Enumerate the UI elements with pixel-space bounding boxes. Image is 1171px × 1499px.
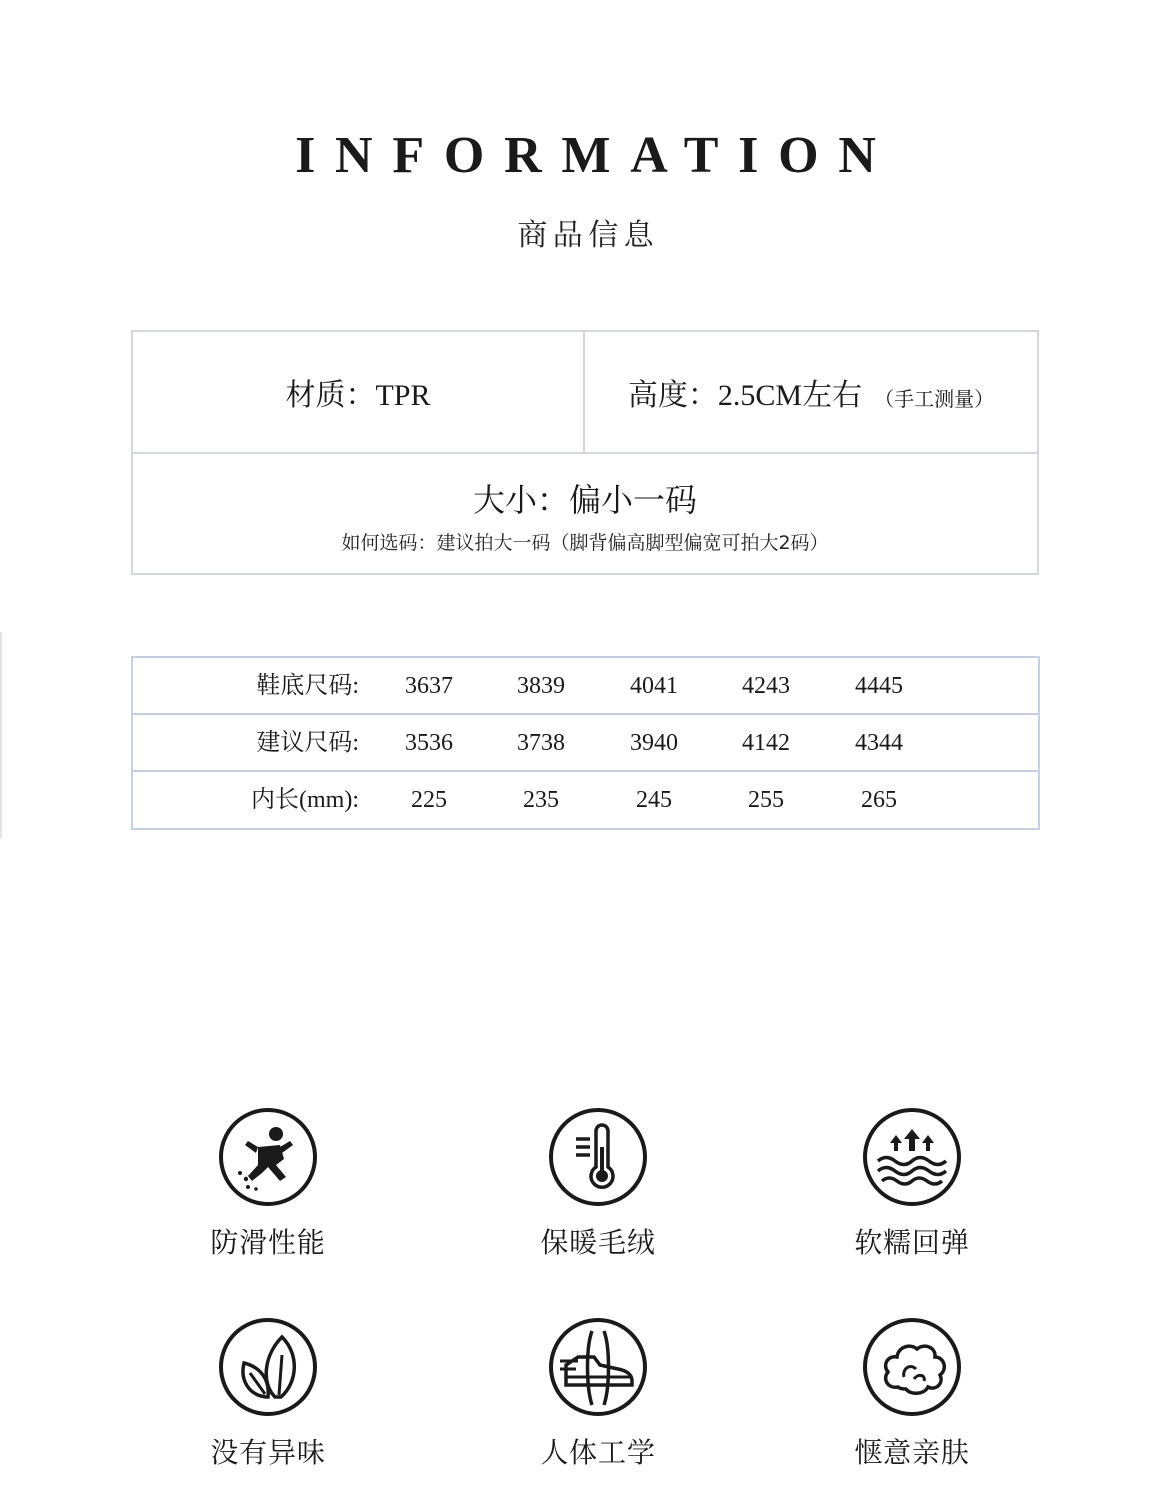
table-cell: 255 [748, 787, 784, 813]
ergonomic-shoe-icon [548, 1317, 648, 1417]
cloud-icon [862, 1317, 962, 1417]
feature-label: 保暖毛绒 [540, 1226, 656, 1259]
row-label: 内长(mm): [251, 787, 359, 813]
feature-label: 人体工学 [540, 1436, 656, 1469]
feature-label: 没有异味 [210, 1436, 326, 1469]
table-row [133, 658, 1038, 715]
row-label: 建议尺码: [256, 730, 359, 756]
table-cell: 4142 [742, 730, 790, 756]
thermometer-icon [548, 1107, 648, 1207]
table-cell: 3839 [517, 673, 565, 699]
table-cell: 245 [636, 787, 672, 813]
feature-label: 惬意亲肤 [854, 1436, 970, 1469]
table-cell: 3940 [630, 730, 678, 756]
height-text: 高度：2.5CM左右 [627, 379, 863, 412]
anti-slip-icon [218, 1107, 318, 1207]
table-cell: 4041 [630, 673, 678, 699]
leaf-icon [218, 1317, 318, 1417]
rebound-wave-icon [862, 1107, 962, 1207]
feature-warm-plush [478, 1107, 718, 1261]
product-info-box [131, 330, 1039, 575]
table-cell: 225 [411, 787, 447, 813]
row-label: 鞋底尺码: [256, 673, 359, 699]
table-row [133, 715, 1038, 772]
feature-anti-slip [148, 1107, 388, 1261]
height-note: （手工测量） [874, 386, 995, 411]
info-row-top [133, 332, 1037, 454]
feature-skin-friendly [792, 1317, 1032, 1471]
feature-label: 软糯回弹 [854, 1226, 970, 1259]
size-tip-text: 如何选码：建议拍大一码（脚背偏高脚型偏宽可拍大2码） [341, 532, 829, 554]
size-fit-text: 大小：偏小一码 [472, 481, 697, 519]
feature-ergonomic [478, 1317, 718, 1471]
page-subtitle: 商品信息 [517, 218, 659, 253]
left-edge-divider [0, 632, 2, 838]
table-cell: 4344 [855, 730, 903, 756]
table-cell: 4445 [855, 673, 903, 699]
table-cell: 3536 [405, 730, 453, 756]
table-row [133, 772, 1038, 829]
material-text: 材质：TPR [285, 379, 431, 412]
material-cell [133, 332, 585, 452]
feature-label: 防滑性能 [210, 1226, 326, 1259]
table-cell: 3637 [405, 673, 453, 699]
table-cell: 265 [861, 787, 897, 813]
table-cell: 3738 [517, 730, 565, 756]
height-cell [585, 332, 1037, 452]
feature-no-odor [148, 1317, 388, 1471]
page-title: INFORMATION [295, 127, 896, 184]
feature-soft-rebound [792, 1107, 1032, 1261]
table-cell: 4243 [742, 673, 790, 699]
table-cell: 235 [523, 787, 559, 813]
size-table [131, 656, 1040, 830]
